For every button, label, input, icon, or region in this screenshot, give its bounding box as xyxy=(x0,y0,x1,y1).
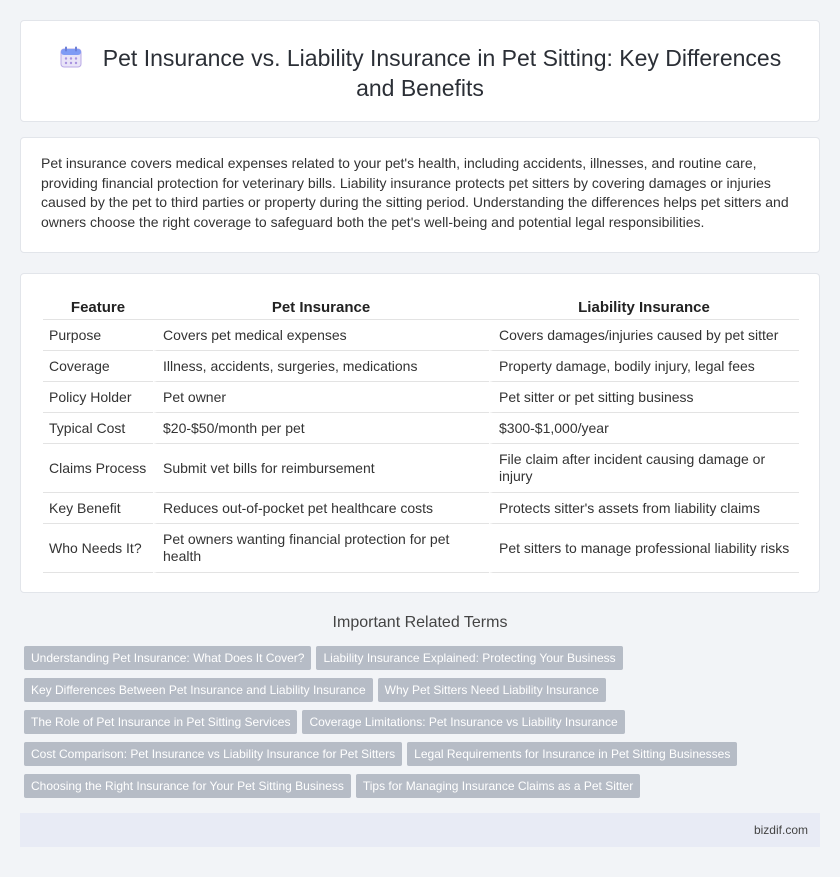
table-cell: Claims Process xyxy=(43,444,153,493)
table-cell: Property damage, bodily injury, legal fees xyxy=(489,351,799,382)
related-term-tag[interactable]: Choosing the Right Insurance for Your Pet Sitting Business xyxy=(24,774,351,798)
table-cell: Illness, accidents, surgeries, medications xyxy=(153,351,489,382)
table-cell: Covers pet medical expenses xyxy=(153,320,489,351)
table-cell: Pet sitter or pet sitting business xyxy=(489,382,799,413)
table-cell: Covers damages/injuries caused by pet sitter xyxy=(489,320,799,351)
related-term-tag[interactable]: Coverage Limitations: Pet Insurance vs Liability Insurance xyxy=(302,710,624,734)
table-cell: Pet sitters to manage professional liability risks xyxy=(489,524,799,573)
footer-site-link[interactable]: bizdif.com xyxy=(753,823,808,837)
table-cell: Who Needs It? xyxy=(43,524,153,573)
table-cell: Purpose xyxy=(43,320,153,351)
table-header-row xyxy=(43,296,799,320)
related-term-tag[interactable]: Why Pet Sitters Need Liability Insurance xyxy=(378,678,606,702)
footer xyxy=(20,813,820,847)
table-row xyxy=(43,351,799,382)
table-cell: File claim after incident causing damage or injury xyxy=(489,444,799,493)
table-cell: $20-$50/month per pet xyxy=(153,413,489,444)
related-term-tag[interactable]: The Role of Pet Insurance in Pet Sitting Services xyxy=(24,710,297,734)
table-cell: Policy Holder xyxy=(43,382,153,413)
related-terms-list xyxy=(24,646,824,806)
intro-text: Pet insurance covers medical expenses related to your pet's health, including accidents, illnesses, and routine care, providing financial protection for veterinary bills. Liability insurance protects pet sitters by covering damages or injuries caused by the pet to third parties or property during the sitting period. Understanding the differences helps pet sitters and owners choose the right coverage to safeguard both the pet's well-being and potential legal responsibilities. xyxy=(41,155,789,230)
table-header-cell: Feature xyxy=(43,296,153,320)
table-cell: Key Benefit xyxy=(43,493,153,524)
header-card xyxy=(20,20,820,122)
page-title: Pet Insurance vs. Liability Insurance in Pet Sitting: Key Differences and Benefits xyxy=(51,43,789,103)
table-row xyxy=(43,524,799,573)
related-terms-title: Important Related Terms xyxy=(332,614,508,631)
intro-card xyxy=(20,137,820,253)
comparison-table-card xyxy=(20,273,820,593)
related-term-tag[interactable]: Cost Comparison: Pet Insurance vs Liability Insurance for Pet Sitters xyxy=(24,742,402,766)
table-cell: Pet owner xyxy=(153,382,489,413)
table-row xyxy=(43,382,799,413)
table-cell: Submit vet bills for reimbursement xyxy=(153,444,489,493)
table-cell: Reduces out-of-pocket pet healthcare costs xyxy=(153,493,489,524)
table-cell: Pet owners wanting financial protection for pet health xyxy=(153,524,489,573)
table-cell: Protects sitter's assets from liability claims xyxy=(489,493,799,524)
table-header-cell: Pet Insurance xyxy=(153,296,489,320)
table-row xyxy=(43,493,799,524)
table-cell: $300-$1,000/year xyxy=(489,413,799,444)
comparison-table xyxy=(43,296,799,573)
table-header-cell: Liability Insurance xyxy=(489,296,799,320)
calendar-icon xyxy=(59,45,83,69)
table-row xyxy=(43,413,799,444)
table-cell: Typical Cost xyxy=(43,413,153,444)
table-row xyxy=(43,320,799,351)
table-cell: Coverage xyxy=(43,351,153,382)
related-term-tag[interactable]: Tips for Managing Insurance Claims as a Pet Sitter xyxy=(356,774,640,798)
related-term-tag[interactable]: Key Differences Between Pet Insurance and Liability Insurance xyxy=(24,678,373,702)
related-term-tag[interactable]: Liability Insurance Explained: Protecting Your Business xyxy=(316,646,622,670)
table-row xyxy=(43,444,799,493)
related-term-tag[interactable]: Understanding Pet Insurance: What Does It Cover? xyxy=(24,646,311,670)
related-term-tag[interactable]: Legal Requirements for Insurance in Pet Sitting Businesses xyxy=(407,742,737,766)
